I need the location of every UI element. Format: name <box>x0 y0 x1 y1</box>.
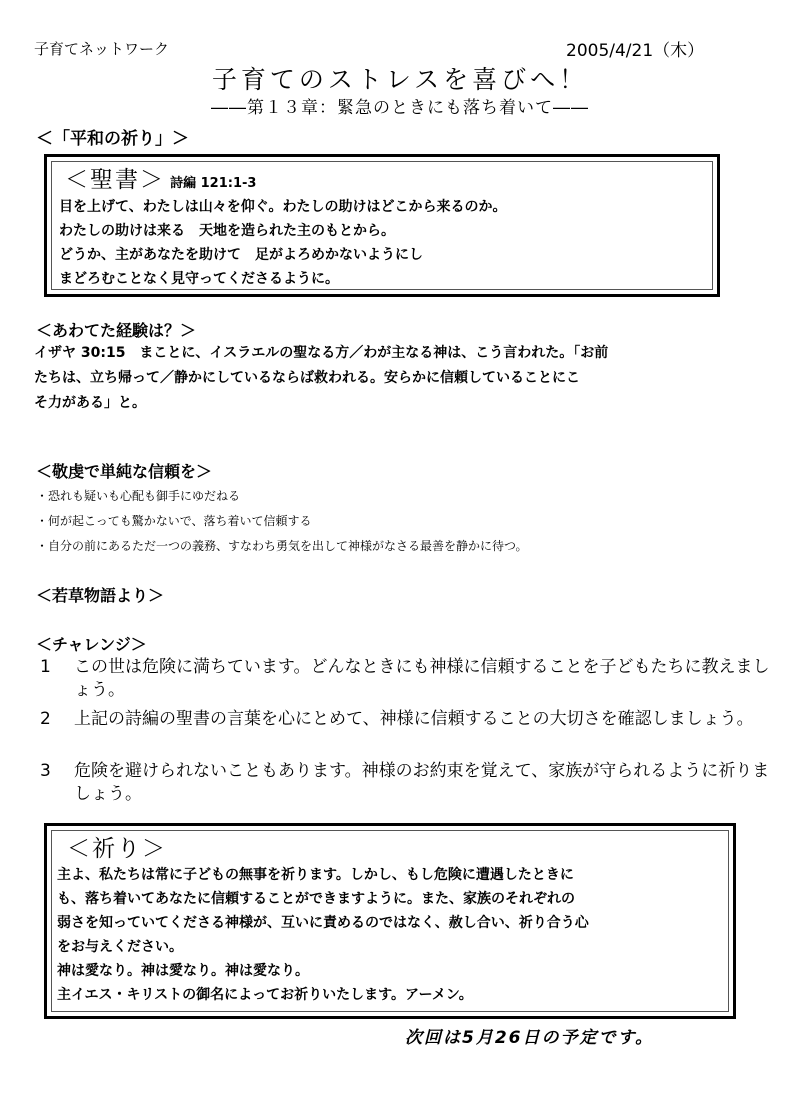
next-meeting-note: 次回は5月26日の予定です。 <box>405 1028 655 1048</box>
challenge-text: この世は危険に満ちています。どんなときにも神様に信頼することを子どもたちに教えましょう。 <box>74 657 770 700</box>
challenge-item <box>40 708 780 754</box>
heading-challenge: ＜チャレンジ＞ <box>36 635 147 654</box>
prayer-line: 主イエス・キリストの御名によってお祈りいたします。アーメン。 <box>57 987 473 1003</box>
prayer-line: も、落ち着いてあなたに信頼することができますように。また、家族のそれぞれの <box>57 891 575 907</box>
isaiah-line: たちは、立ち帰って／静かにしているならば救われる。安らかに信頼していることにこ <box>34 370 580 386</box>
challenge-list <box>40 656 780 826</box>
heading-simple-trust: ＜敬虔で単純な信頼を＞ <box>36 462 213 481</box>
isaiah-line: イザヤ 30:15 まことに、イスラエルの聖なる方／わが主なる神は、こう言われた。「お前 <box>34 345 609 361</box>
scripture-title: ＜聖書＞ <box>65 167 165 193</box>
trust-bullet: ・恐れも疑いも心配も御手にゆだねる <box>36 489 241 503</box>
organization-name: 子育てネットワーク <box>34 40 170 58</box>
challenge-item <box>40 656 780 702</box>
scripture-box <box>44 154 720 297</box>
trust-bullet: ・自分の前にあるただ一つの義務、すなわち勇気を出して神様がなさる最善を静かに待つ。 <box>36 539 528 553</box>
scripture-line: 目を上げて、わたしは山々を仰ぐ。わたしの助けはどこから来るのか。 <box>59 199 507 215</box>
scripture-line: まどろむことなく見守ってくださるように。 <box>59 271 339 287</box>
heading-little-women: ＜若草物語より＞ <box>36 586 165 605</box>
challenge-number: 1 <box>40 657 51 677</box>
scripture-reference: 詩編 121:1-3 <box>170 176 257 191</box>
heading-panic-experience: ＜あわてた経験は？＞ <box>36 321 197 340</box>
isaiah-passage <box>34 341 774 416</box>
challenge-text: 上記の詩編の聖書の言葉を心にとめて、神様に信頼することの大切さを確認しましょう。 <box>74 709 754 729</box>
scripture-line: どうか、主があなたを助けて 足がよろめかないようにし <box>59 247 423 263</box>
trust-bullet: ・何が起こっても驚かないで、落ち着いて信頼する <box>36 514 312 528</box>
chapter-subtitle: ――第１３章：緊急のときにも落ち着いて―― <box>211 98 589 118</box>
page-title: 子育てのストレスを喜びへ！ <box>211 65 589 94</box>
prayer-line: をお与えください。 <box>57 939 183 955</box>
challenge-number: 2 <box>40 709 51 729</box>
scripture-title-row <box>65 161 256 194</box>
isaiah-line: そ力がある」と。 <box>34 395 146 411</box>
prayer-box <box>44 823 736 1019</box>
issue-date: 2005/4/21（木） <box>566 41 705 61</box>
challenge-number: 3 <box>40 761 51 781</box>
prayer-title: ＜祈り＞ <box>67 836 167 862</box>
prayer-line: 弱さを知っていてくださる神様が、互いに責めるのではなく、赦し合い、祈り合う心 <box>57 915 589 931</box>
challenge-item <box>40 760 780 806</box>
challenge-text: 危険を避けられないこともあります。神様のお約束を覚えて、家族が守られるように祈りましょう。 <box>74 761 770 804</box>
prayer-line: 神は愛なり。神は愛なり。神は愛なり。 <box>57 963 309 979</box>
scripture-line: わたしの助けは来る 天地を造られた主のもとから。 <box>59 223 395 239</box>
heading-peace-prayer: ＜「平和の祈り」＞ <box>36 129 189 149</box>
prayer-line: 主よ、私たちは常に子どもの無事を祈ります。しかし、もし危険に遭遇したときに <box>57 867 574 883</box>
